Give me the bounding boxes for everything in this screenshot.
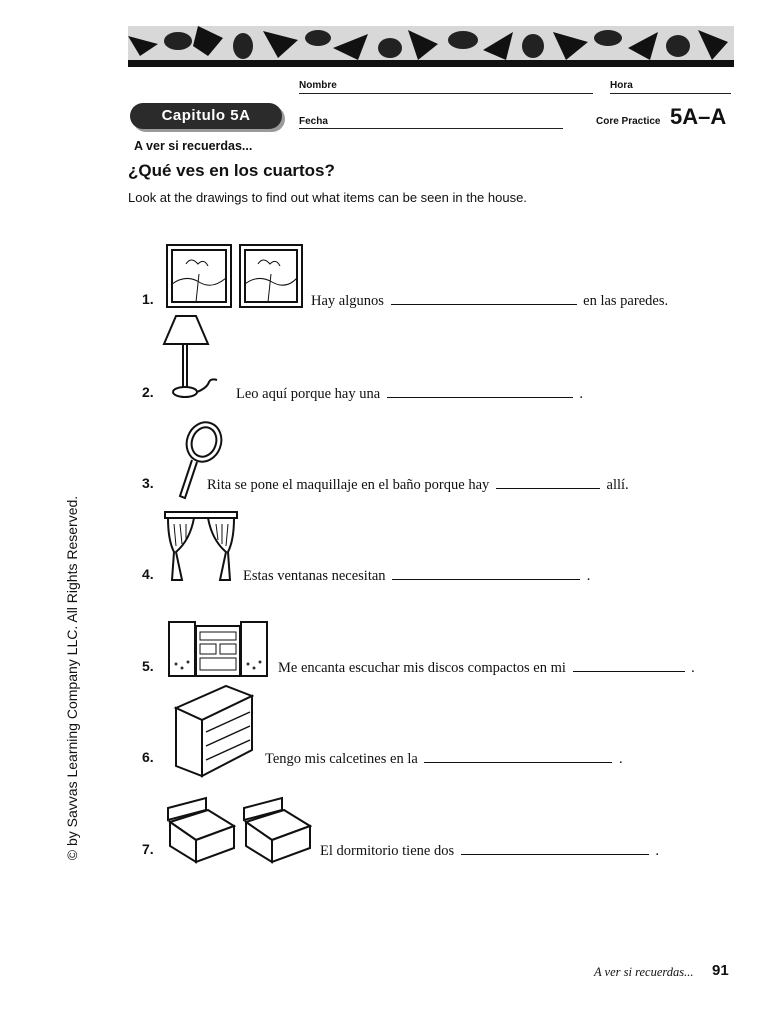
item-number-2: 2. bbox=[142, 384, 154, 400]
beds-icon bbox=[166, 794, 312, 864]
answer-blank-5[interactable] bbox=[573, 658, 685, 672]
item-number-4: 4. bbox=[142, 566, 154, 582]
sentence-4-end: . bbox=[586, 568, 591, 584]
copyright-notice: © by Savvas Learning Company LLC. All Rights Reserved. bbox=[64, 495, 80, 861]
page-number: 91 bbox=[712, 962, 729, 979]
hora-label: Hora bbox=[610, 80, 633, 91]
sentence-2-start: Leo aquí porque hay una bbox=[236, 386, 381, 402]
item-number-3: 3. bbox=[142, 475, 154, 491]
sentence-6 bbox=[265, 749, 623, 768]
sentence-5-start: Me encanta escuchar mis discos compactos en mi bbox=[278, 660, 566, 676]
answer-blank-1[interactable] bbox=[391, 291, 577, 305]
footer-section-name: A ver si recuerdas... bbox=[594, 965, 694, 979]
dresser-icon bbox=[170, 684, 254, 780]
sentence-1-end: en las paredes. bbox=[583, 293, 669, 309]
banner-bottom-bar bbox=[128, 60, 734, 67]
item-number-6: 6. bbox=[142, 749, 154, 765]
curtains-icon bbox=[164, 510, 238, 582]
sentence-2-end: . bbox=[579, 386, 584, 402]
sentence-2 bbox=[236, 384, 583, 403]
core-practice-label: Core Practice bbox=[596, 116, 661, 127]
sentence-7-start: El dormitorio tiene dos bbox=[320, 843, 455, 859]
sentence-6-start: Tengo mis calcetines en la bbox=[265, 751, 418, 767]
answer-blank-3[interactable] bbox=[496, 475, 600, 489]
item-number-7: 7. bbox=[142, 841, 154, 857]
sentence-6-end: . bbox=[619, 751, 623, 767]
practice-code: 5A–A bbox=[670, 104, 727, 129]
chapter-badge: Capitulo 5A bbox=[130, 103, 282, 129]
sentence-1 bbox=[311, 291, 668, 310]
answer-blank-6[interactable] bbox=[424, 749, 612, 763]
sentence-3 bbox=[207, 475, 629, 494]
sentence-4 bbox=[243, 566, 590, 585]
item-number-1: 1. bbox=[142, 291, 154, 307]
fecha-label: Fecha bbox=[299, 116, 328, 127]
sentence-7-end: . bbox=[655, 843, 659, 859]
nombre-line bbox=[299, 93, 593, 94]
framed-paintings-icon bbox=[166, 244, 304, 308]
lamp-icon bbox=[162, 312, 220, 402]
sentence-3-start: Rita se pone el maquillaje en el baño porque hay bbox=[207, 477, 490, 493]
answer-blank-7[interactable] bbox=[461, 841, 649, 855]
page-title: ¿Qué ves en los cuartos? bbox=[128, 161, 335, 180]
nombre-label: Nombre bbox=[299, 80, 337, 91]
fecha-line bbox=[299, 128, 563, 129]
sentence-5 bbox=[278, 658, 695, 677]
hora-line bbox=[610, 93, 731, 94]
sentence-4-start: Estas ventanas necesitan bbox=[243, 568, 386, 584]
stereo-icon bbox=[168, 620, 268, 678]
instructions: Look at the drawings to find out what items can be seen in the house. bbox=[128, 190, 527, 205]
section-subtitle: A ver si recuerdas... bbox=[134, 139, 253, 153]
answer-blank-4[interactable] bbox=[392, 566, 580, 580]
sentence-3-end: allí. bbox=[606, 477, 629, 493]
answer-blank-2[interactable] bbox=[387, 384, 573, 398]
item-number-5: 5. bbox=[142, 658, 154, 674]
sentence-1-start: Hay algunos bbox=[311, 293, 384, 309]
sentence-5-end: . bbox=[691, 660, 695, 676]
sentence-7 bbox=[320, 841, 659, 860]
